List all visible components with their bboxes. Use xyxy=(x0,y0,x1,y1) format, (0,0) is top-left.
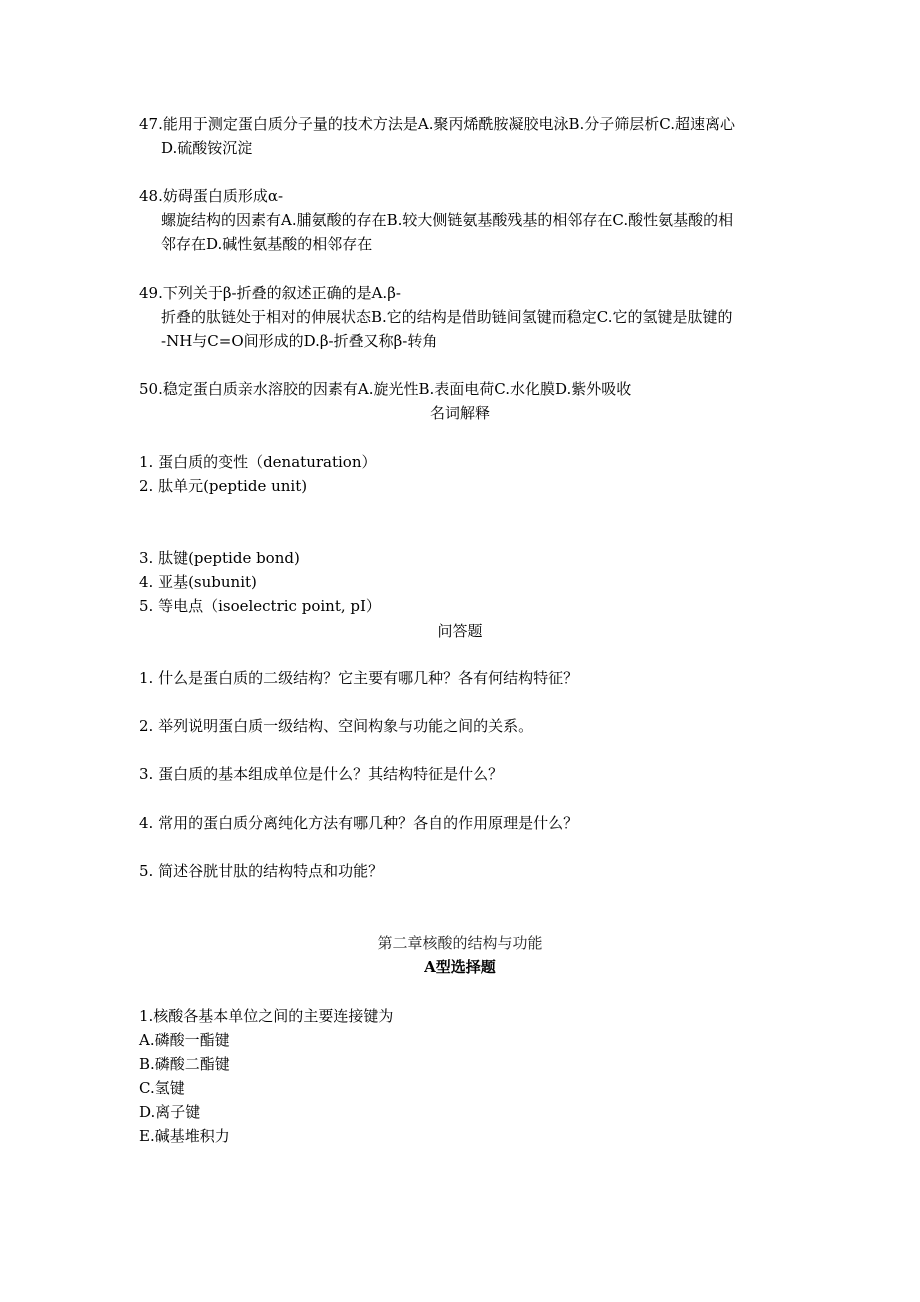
chapter-subtitle: A型选择题 xyxy=(424,958,496,976)
option-item: D.离子键 xyxy=(139,1103,201,1121)
terms-heading: 名词解释 xyxy=(429,404,490,422)
question-48 xyxy=(139,184,789,256)
qa-item: 5. 简述谷胱甘肽的结构特点和功能？ xyxy=(139,862,384,880)
qa-heading: 问答题 xyxy=(437,622,483,640)
question-number: 47. xyxy=(139,115,163,133)
term-item: 5. 等电点（isoelectric point, pI） xyxy=(139,597,381,615)
question-text: 下列关于β-折叠的叙述正确的是A.β- xyxy=(162,284,401,302)
question-number: 49. xyxy=(139,284,163,302)
question-number: 50. xyxy=(139,380,163,398)
chapter-question: 1.核酸各基本单位之间的主要连接键为 xyxy=(139,1007,394,1025)
option-item: A.磷酸一酯键 xyxy=(139,1031,230,1049)
term-item: 3. 肽键(peptide bond) xyxy=(139,549,300,567)
qa-item: 4. 常用的蛋白质分离纯化方法有哪几种？各自的作用原理是什么？ xyxy=(139,814,579,832)
question-text-cont: 螺旋结构的因素有A.脯氨酸的存在B.较大侧链氨基酸残基的相邻存在C.酸性氨基酸的相 xyxy=(161,211,734,229)
option-item: E.碱基堆积力 xyxy=(139,1127,230,1145)
question-text-cont: D.硫酸铵沉淀 xyxy=(161,139,253,157)
question-49 xyxy=(139,281,789,353)
question-text-cont: 邻存在D.碱性氨基酸的相邻存在 xyxy=(161,235,373,253)
option-item: B.磷酸二酯键 xyxy=(139,1055,230,1073)
question-50 xyxy=(139,377,789,401)
term-item: 2. 肽单元(peptide unit) xyxy=(139,477,308,495)
question-text: 妨碍蛋白质形成α- xyxy=(162,187,284,205)
question-text: 能用于测定蛋白质分子量的技术方法是A.聚丙烯酰胺凝胶电泳B.分子筛层析C.超速离心 xyxy=(162,115,735,133)
question-text-cont: 折叠的肽链处于相对的伸展状态B.它的结构是借助链间氢键而稳定C.它的氢键是肽键的 xyxy=(161,308,733,326)
question-47 xyxy=(139,112,789,160)
option-item: C.氢键 xyxy=(139,1079,185,1097)
question-text: 稳定蛋白质亲水溶胶的因素有A.旋光性B.表面电荷C.水化膜D.紫外吸收 xyxy=(162,380,632,398)
qa-item: 2. 举列说明蛋白质一级结构、空间构象与功能之间的关系。 xyxy=(139,717,534,735)
term-item: 4. 亚基(subunit) xyxy=(139,573,257,591)
question-number: 48. xyxy=(139,187,163,205)
qa-item: 3. 蛋白质的基本组成单位是什么？其结构特征是什么？ xyxy=(139,765,504,783)
term-item: 1. 蛋白质的变性（denaturation） xyxy=(139,453,377,471)
qa-item: 1. 什么是蛋白质的二级结构？它主要有哪几种？各有何结构特征？ xyxy=(139,669,579,687)
chapter-title: 第二章核酸的结构与功能 xyxy=(377,934,543,952)
question-text-cont: -NH与C=O间形成的D.β-折叠又称β-转角 xyxy=(161,332,438,350)
